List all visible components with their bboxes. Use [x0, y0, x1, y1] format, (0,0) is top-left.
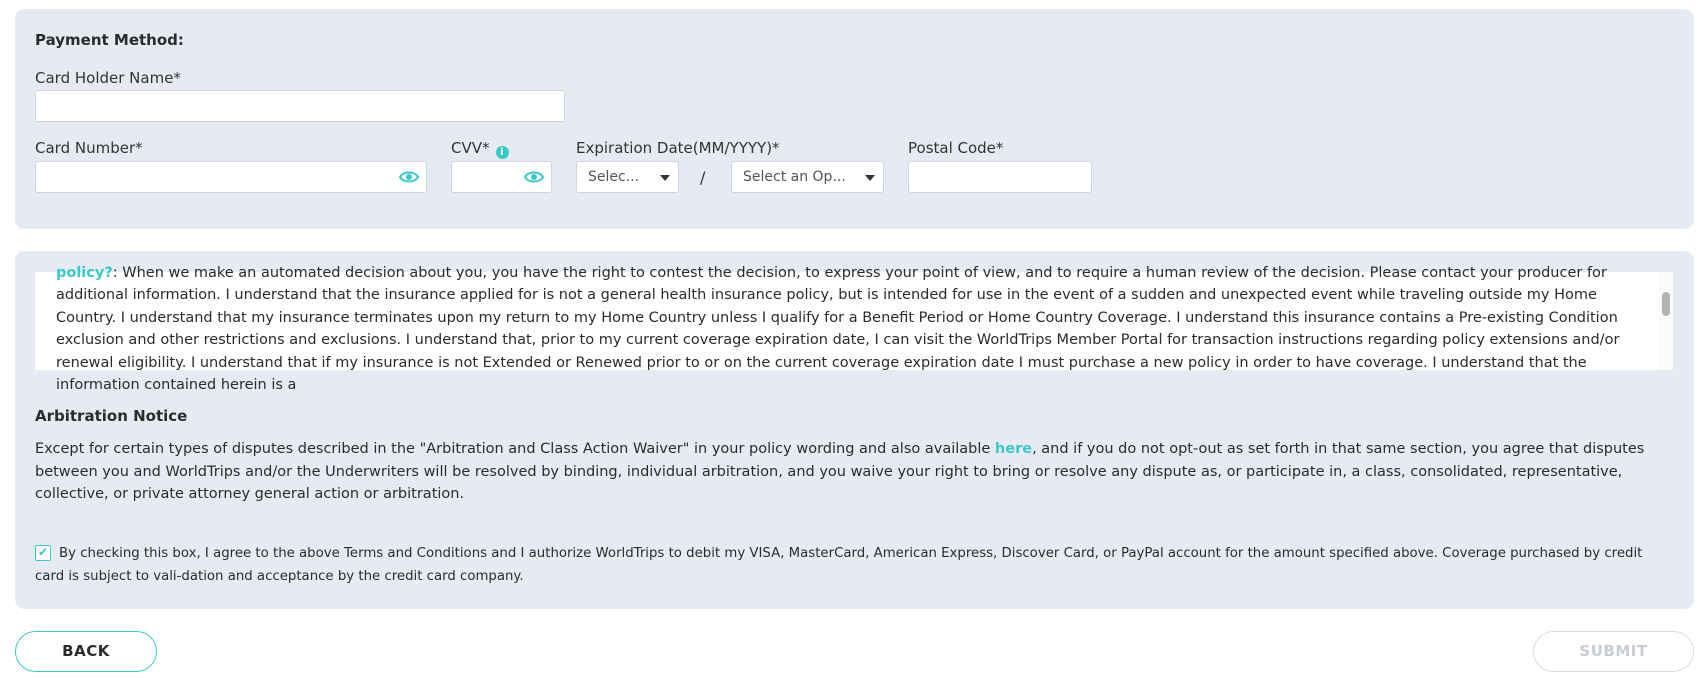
expiration-month-value: Selec...	[588, 169, 640, 185]
expiration-separator: /	[700, 168, 706, 187]
checkmark-icon: ✔	[37, 545, 49, 559]
cvv-label-text: CVV*	[451, 139, 490, 157]
card-number-label: Card Number*	[35, 139, 143, 157]
terms-scroll-box[interactable]	[35, 265, 1673, 394]
postal-code-label: Postal Code*	[908, 139, 1004, 157]
scrollbar[interactable]	[1659, 272, 1673, 370]
expiration-month-select[interactable]	[576, 161, 679, 193]
chevron-down-icon	[865, 175, 875, 181]
arbitration-text-after: , and if you do not opt-out as set forth in that same section, you agree that disputes between you and WorldTrips and/or the Underwriters will be resolved by binding, individual arbitration, and you waive your right to bring or resolve any dispute as, or participate in, a class, consolidated, representative, collective, or private attorney general action or arbitration.	[35, 441, 1645, 502]
payment-method-title: Payment Method:	[35, 31, 184, 49]
info-icon[interactable]: i	[496, 146, 509, 159]
policy-link[interactable]: policy?	[56, 265, 113, 281]
arbitration-title: Arbitration Notice	[35, 407, 188, 425]
expiration-label: Expiration Date(MM/YYYY)*	[576, 139, 780, 157]
chevron-down-icon	[660, 175, 670, 181]
postal-code-input[interactable]	[908, 161, 1092, 193]
arbitration-here-link[interactable]: here	[994, 441, 1033, 457]
card-holder-label: Card Holder Name*	[35, 69, 181, 87]
terms-text	[56, 262, 1648, 396]
expiration-year-select[interactable]	[731, 161, 884, 193]
cvv-input[interactable]	[451, 161, 552, 193]
card-number-input[interactable]	[35, 161, 427, 193]
card-holder-input[interactable]	[35, 90, 565, 122]
eye-icon[interactable]	[399, 169, 419, 185]
terms-body: : When we make an automated decision about you, you have the right to contest the decision, to express your point of view, and to require a human review of the decision. Please contact your producer for additional information. I understand that the insurance applied for is not a general health insurance policy, but is intended for use in the event of a sudden and unexpected event while traveling outside my Home Country. I understand that my insurance terminates upon my return to my Home Country unless I qualify for a Benefit Period or Home Country Coverage. I understand this insurance contains a Pre-existing Condition exclusion and other restrictions and exclusions. I understand that, prior to my current coverage expiration date, I can visit the WorldTrips Member Portal for transaction instructions regarding policy extensions and/or renewal eligibility. I understand that if my insurance is not Extended or Renewed prior to or on the current coverage expiration date I must purchase a new policy in order to have coverage. I understand that the information contained herein is a	[56, 265, 1620, 394]
expiration-year-value: Select an Op...	[743, 169, 846, 185]
cvv-label	[451, 139, 509, 159]
scrollbar-thumb[interactable]	[1662, 292, 1670, 316]
arbitration-text	[35, 438, 1675, 506]
arbitration-text-before: Except for certain types of disputes described in the "Arbitration and Class Action Waiver" in your policy wording and also available	[35, 441, 995, 457]
consent-text: By checking this box, I agree to the above Terms and Conditions and I authorize WorldTrips to debit my VISA, MasterCard, American Express, Discover Card, or PayPal account for the amount specified above. Coverage purchased by credit card is subject to vali-dation and acceptance by the credit card company.	[35, 546, 1643, 584]
eye-icon[interactable]	[524, 169, 544, 185]
back-button[interactable]: BACK	[15, 631, 157, 672]
consent-checkbox[interactable]	[35, 545, 51, 561]
submit-button[interactable]: SUBMIT	[1533, 631, 1694, 672]
